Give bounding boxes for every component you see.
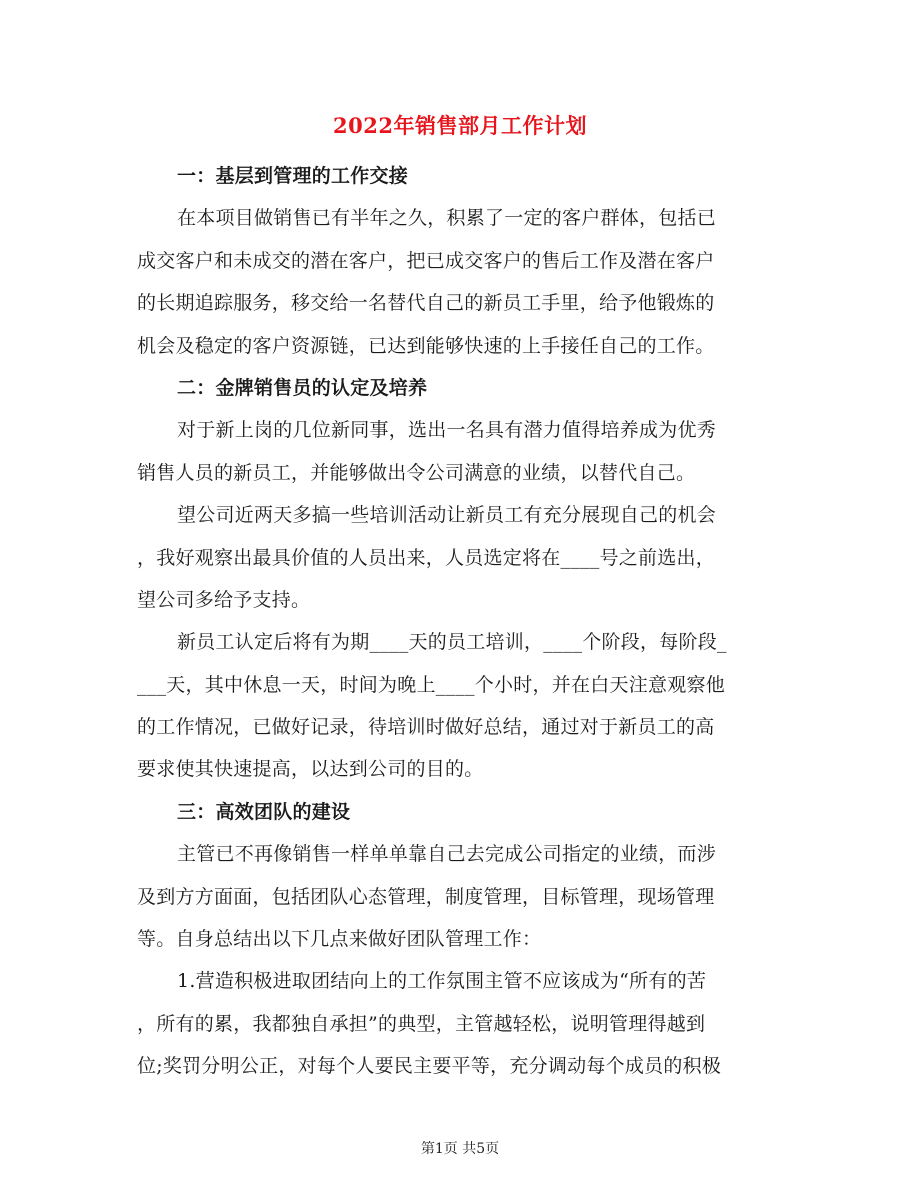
document-body: [137, 155, 787, 1088]
paragraph-line: ，所有的累，我都独自承担”的典型，主管越轻松，说明管理得越到: [137, 1012, 706, 1035]
paragraph-line: 要求使其快速提高，以达到公司的目的。: [137, 758, 484, 781]
paragraph-line: 的工作情况，已做好记录，待培训时做好总结，通过对于新员工的高: [137, 716, 715, 739]
heading-3: 三：高效团队的建设: [177, 800, 351, 823]
page-footer: 第1页 共5页: [420, 1141, 500, 1157]
paragraph-line: 望公司多给予支持。: [137, 588, 311, 611]
paragraph-line: 及到方方面面，包括团队心态管理，制度管理，目标管理，现场管理: [137, 885, 715, 908]
heading-2: 二：金牌销售员的认定及培养: [177, 376, 428, 399]
document-title: 2022年销售部月工作计划: [333, 113, 587, 138]
paragraph-line: 主管已不再像销售一样单单靠自己去完成公司指定的业绩，而涉: [177, 843, 717, 866]
paragraph-line: 1.营造积极进取团结向上的工作氛围主管不应该成为“所有的苦: [177, 970, 707, 993]
paragraph-line: 机会及稳定的客户资源链，已达到能够快速的上手接任自己的工作。: [137, 334, 715, 357]
paragraph-line: 等。自身总结出以下几点来做好团队管理工作：: [137, 928, 542, 951]
paragraph-line: ___天，其中休息一天，时间为晚上____个小时，并在白天注意观察他: [137, 673, 726, 696]
paragraph-line: 对于新上岗的几位新同事，选出一名具有潜力值得培养成为优秀: [177, 419, 717, 442]
heading-1: 一：基层到管理的工作交接: [177, 165, 409, 187]
paragraph-line: 望公司近两天多搞一些培训活动让新员工有充分展现自己的机会: [177, 504, 717, 527]
paragraph-line: 销售人员的新员工，并能够做出令公司满意的业绩，以替代自己。: [137, 461, 696, 484]
paragraph-line: ，我好观察出最具价值的人员出来，人员选定将在____号之前选出，: [137, 546, 716, 569]
paragraph-line: 成交客户和未成交的潜在客户，把已成交客户的售后工作及潜在客户: [137, 249, 715, 272]
paragraph-line: 新员工认定后将有为期____天的员工培训，____个阶段，每阶段_: [177, 631, 727, 654]
paragraph-line: 的长期追踪服务，移交给一名替代自己的新员工手里，给予他锻炼的: [137, 292, 715, 315]
paragraph-line: 在本项目做销售已有半年之久，积累了一定的客户群体，包括已: [177, 207, 717, 230]
paragraph-line: 位;奖罚分明公正，对每个人要民主要平等，充分调动每个成员的积极: [137, 1055, 722, 1078]
